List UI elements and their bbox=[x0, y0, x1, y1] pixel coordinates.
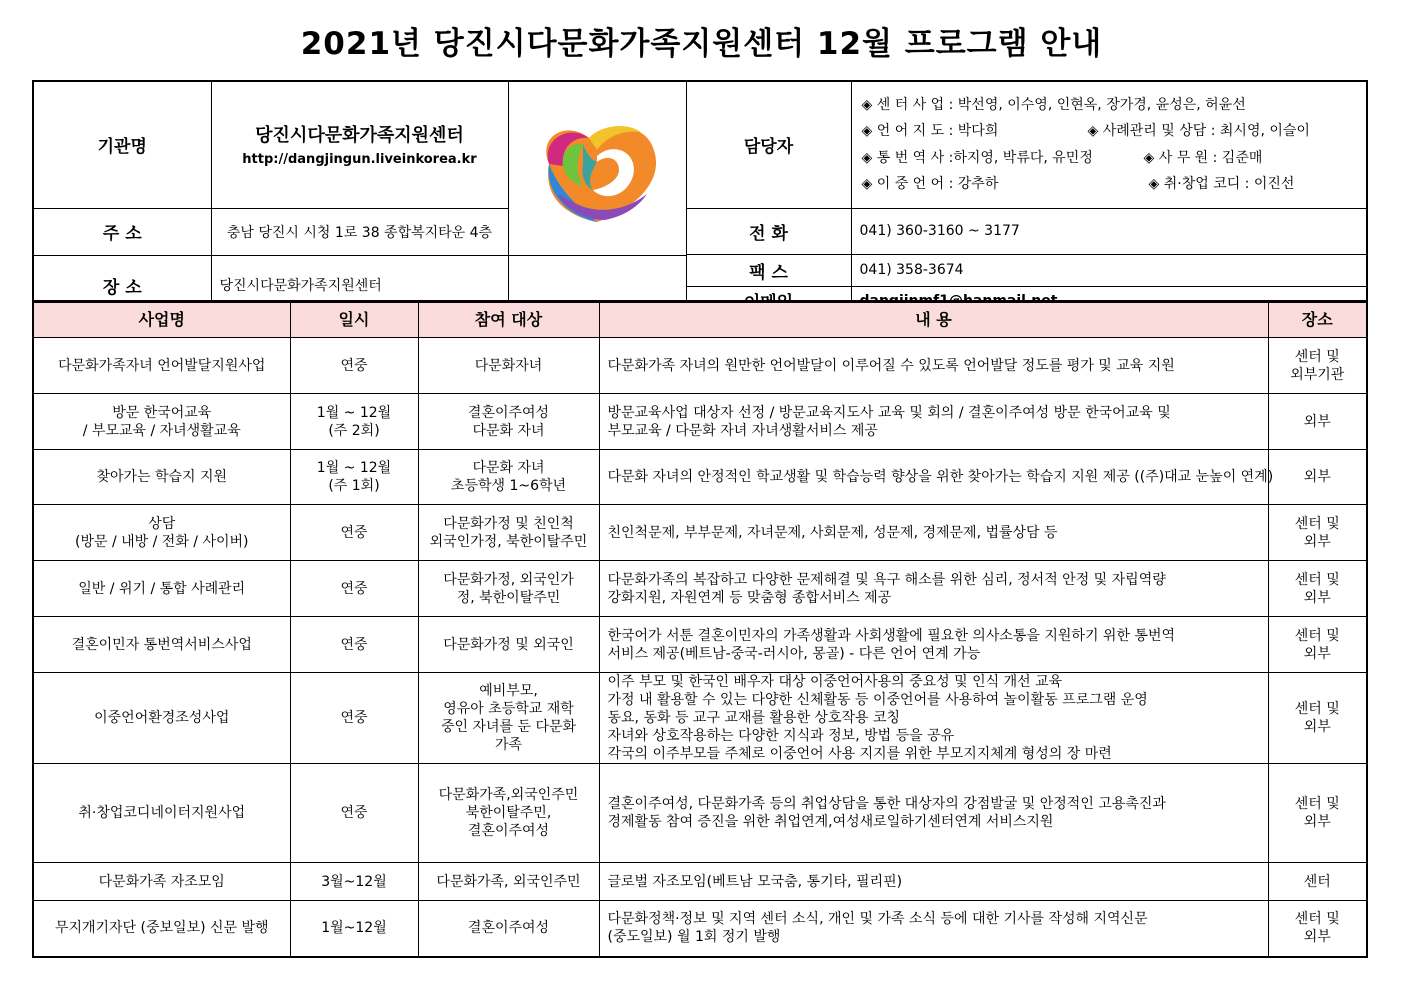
program-date bbox=[290, 673, 418, 764]
program-date bbox=[290, 561, 418, 617]
program-date bbox=[290, 764, 418, 863]
program-date bbox=[290, 505, 418, 561]
table-row bbox=[33, 901, 1367, 957]
table-row bbox=[33, 617, 1367, 673]
program-date-line: 1월 ~ 12월 bbox=[316, 460, 392, 476]
program-target-line: 결혼이주여성 bbox=[467, 823, 550, 839]
program-content-line: 가정 내 활용할 수 있는 다양한 신체활동 등 이중언어를 사용하여 놀이활동 프로그램 운영 bbox=[607, 692, 1148, 708]
program-date bbox=[290, 863, 418, 901]
program-place-line: 외부 bbox=[1303, 929, 1331, 946]
program-place-line: 외부 bbox=[1303, 589, 1331, 606]
program-target-line: 다문화가족, 외국인주민 bbox=[436, 873, 581, 890]
program-name-line: 방문 한국어교육 bbox=[112, 404, 212, 421]
program-name bbox=[33, 863, 290, 901]
program-place-line: 센터 bbox=[1303, 873, 1331, 890]
staff-row: ◈ 통 번 역 사 :하지영, 박류다, 유민정 ◈ 사 무 원 : 김준매 bbox=[861, 149, 1263, 166]
program-name-line: 찾아가는 학습지 지원 bbox=[96, 469, 228, 485]
program-place bbox=[1268, 561, 1367, 617]
program-content bbox=[599, 394, 1268, 450]
program-target-line: 다문화 자녀 bbox=[472, 422, 545, 439]
address-label: 주 소 bbox=[33, 208, 211, 255]
program-content-line: 자녀와 상호작용하는 다양한 지식과 정보, 방법 등을 공유 bbox=[607, 728, 955, 744]
program-place bbox=[1268, 505, 1367, 561]
staff-list bbox=[851, 81, 1367, 208]
manager-label: 담당자 bbox=[686, 81, 851, 208]
program-target bbox=[418, 561, 599, 617]
program-content bbox=[599, 673, 1268, 764]
program-name-line: 일반 / 위기 / 통합 사례관리 bbox=[78, 580, 246, 597]
program-target-line: 다문화가정 및 외국인 bbox=[443, 636, 574, 653]
program-date-line: 연중 bbox=[340, 710, 368, 726]
program-name bbox=[33, 561, 290, 617]
program-name-line: 상담 bbox=[148, 515, 176, 532]
program-place bbox=[1268, 764, 1367, 863]
fax-label: 팩 스 bbox=[686, 254, 851, 286]
program-date-line: (주 2회) bbox=[328, 422, 380, 439]
program-place bbox=[1268, 901, 1367, 957]
program-content-line: 글로벌 자조모임(베트남 모국춤, 통기타, 필리핀) bbox=[607, 873, 903, 890]
org-url[interactable]: http://dangjingun.liveinkorea.kr bbox=[242, 151, 477, 167]
program-target-line: 정, 북한이탈주민 bbox=[456, 589, 561, 606]
program-content-line: (중도일보) 월 1회 정기 발행 bbox=[607, 929, 781, 946]
program-place bbox=[1268, 617, 1367, 673]
program-content-line: 동요, 동화 등 교구 교재를 활용한 상호작용 코칭 bbox=[607, 710, 901, 726]
program-content-line: 이주 부모 및 한국인 배우자 대상 이중언어사용의 중요성 및 인식 개선 교육 bbox=[607, 674, 1063, 690]
table-row bbox=[33, 338, 1367, 394]
program-table bbox=[32, 300, 1368, 958]
program-target-line: 다문화가정 및 친인척 bbox=[443, 515, 574, 532]
program-target bbox=[418, 901, 599, 957]
program-target-line: 영유아 초등학교 재학 bbox=[443, 701, 574, 717]
program-target-line: 결혼이주여성 bbox=[467, 404, 550, 421]
program-place-line: 센터 및 bbox=[1294, 796, 1340, 812]
program-name bbox=[33, 505, 290, 561]
program-target-line: 결혼이주여성 bbox=[467, 920, 550, 937]
program-content-line: 다문화정책·정보 및 지역 센터 소식, 개인 및 가족 소식 등에 대한 기사를 작성해 지역신문 bbox=[607, 911, 1148, 928]
program-target bbox=[418, 617, 599, 673]
program-rows bbox=[33, 338, 1367, 957]
program-name bbox=[33, 450, 290, 505]
program-target-line: 가족 bbox=[494, 737, 523, 753]
program-name bbox=[33, 673, 290, 764]
program-target-line: 다문화자녀 bbox=[474, 357, 543, 374]
program-content-line: 방문교육사업 대상자 선정 / 방문교육지도사 교육 및 회의 / 결혼이주여성 방문 한국어교육 및 bbox=[607, 404, 1171, 421]
program-target-line: 외국인가정, 북한이탈주민 bbox=[429, 533, 588, 550]
program-date bbox=[290, 901, 418, 957]
program-place-line: 센터 및 bbox=[1294, 571, 1340, 588]
table-row bbox=[33, 764, 1367, 863]
program-date-line: (주 1회) bbox=[328, 478, 380, 494]
program-date bbox=[290, 338, 418, 394]
program-name-line: 다문화가족 자조모임 bbox=[98, 873, 225, 890]
page-title: 2021년 당진시다문화가족지원센터 12월 프로그램 안내 bbox=[300, 26, 1103, 62]
table-row bbox=[33, 450, 1367, 505]
program-content-line: 친인척문제, 부부문제, 자녀문제, 사회문제, 성문제, 경제문제, 법률상담 등 bbox=[607, 524, 1058, 541]
org-name-cell bbox=[211, 81, 508, 208]
program-place-line: 센터 및 bbox=[1294, 515, 1340, 532]
program-place bbox=[1268, 394, 1367, 450]
program-place-line: 센터 및 bbox=[1294, 701, 1340, 717]
staff-row: ◈ 언 어 지 도 : 박다희 ◈ 사례관리 및 상담 : 최시영, 이슬이 bbox=[861, 123, 1310, 140]
organization-info-table bbox=[32, 80, 1368, 317]
program-target-line: 중인 자녀를 둔 다문화 bbox=[440, 719, 577, 735]
program-name-line: 취·창업코디네이터지원사업 bbox=[78, 805, 246, 821]
program-date bbox=[290, 394, 418, 450]
program-content-line: 각국의 이주부모들 주체로 이중언어 사용 지지를 위한 부모지지체계 형성의 장 마련 bbox=[607, 746, 1112, 762]
program-place-line: 외부기관 bbox=[1290, 366, 1345, 383]
table-row bbox=[33, 673, 1367, 764]
program-content-line: 결혼이주여성, 다문화가족 등의 취업상담을 통한 대상자의 강점발굴 및 안정적인 고용촉진과 bbox=[607, 796, 1166, 812]
program-target-line: 다문화 자녀 bbox=[472, 460, 545, 476]
program-content bbox=[599, 863, 1268, 901]
program-target-line: 다문화가정, 외국인가 bbox=[443, 571, 574, 588]
program-date-line: 연중 bbox=[340, 636, 368, 653]
program-date-line: 1월~12월 bbox=[321, 920, 387, 937]
program-target bbox=[418, 394, 599, 450]
staff-row: ◈ 센 터 사 업 : 박선영, 이수영, 인현옥, 장가경, 윤성은, 허윤선 bbox=[861, 96, 1246, 113]
program-content bbox=[599, 505, 1268, 561]
program-name bbox=[33, 338, 290, 394]
program-name bbox=[33, 394, 290, 450]
program-target-line: 초등학생 1~6학년 bbox=[450, 478, 567, 494]
program-place-line: 외부 bbox=[1303, 645, 1331, 662]
program-target bbox=[418, 450, 599, 505]
program-name bbox=[33, 764, 290, 863]
program-content-line: 서비스 제공(베트남-중국-러시아, 몽골) - 다른 언어 연계 가능 bbox=[607, 645, 981, 662]
program-place-line: 센터 및 bbox=[1294, 348, 1340, 365]
program-date-line: 연중 bbox=[340, 524, 368, 541]
program-date-line: 연중 bbox=[340, 805, 368, 821]
org-name: 당진시다문화가족지원센터 bbox=[255, 124, 464, 146]
staff-row: ◈ 이 중 언 어 : 강추하 ◈ 취·창업 코디 : 이진선 bbox=[861, 176, 1295, 193]
program-place-line: 센터 및 bbox=[1294, 911, 1340, 928]
program-content bbox=[599, 338, 1268, 394]
program-content bbox=[599, 617, 1268, 673]
header-place: 장소 bbox=[1268, 302, 1367, 338]
program-target bbox=[418, 863, 599, 901]
program-place-line: 외부 bbox=[1303, 413, 1331, 430]
table-row bbox=[33, 394, 1367, 450]
fax-value: 041) 358-3674 bbox=[851, 254, 1367, 286]
program-content-line: 한국어가 서툰 결혼이민자의 가족생활과 사회생활에 필요한 의사소통을 지원하기 위한 통번역 bbox=[607, 627, 1175, 644]
table-row bbox=[33, 863, 1367, 901]
program-place bbox=[1268, 338, 1367, 394]
program-target bbox=[418, 338, 599, 394]
program-place-line: 외부 bbox=[1303, 469, 1331, 485]
program-date-line: 연중 bbox=[340, 580, 368, 597]
header-date: 일시 bbox=[290, 302, 418, 338]
program-name-line: (방문 / 내방 / 전화 / 사이버) bbox=[75, 533, 249, 550]
program-place bbox=[1268, 863, 1367, 901]
program-date-line: 3월~12월 bbox=[321, 873, 387, 890]
header-target: 참여 대상 bbox=[418, 302, 599, 338]
program-content-line: 부모교육 / 다문화 자녀 자녀생활서비스 제공 bbox=[607, 422, 878, 439]
program-content bbox=[599, 901, 1268, 957]
table-row bbox=[33, 561, 1367, 617]
program-place-line: 외부 bbox=[1303, 533, 1331, 550]
address-value: 충남 당진시 시청 1로 38 종합복지타운 4층 bbox=[211, 208, 508, 255]
program-content-line: 경제활동 참여 증진을 위한 취업연계,여성새로일하기센터연계 서비스지원 bbox=[607, 814, 1054, 830]
phone-value: 041) 360-3160 ~ 3177 bbox=[851, 208, 1367, 254]
program-name-line: 무지개기자단 (중보일보) 신문 발행 bbox=[54, 920, 269, 937]
program-place bbox=[1268, 450, 1367, 505]
program-target-line: 예비부모, bbox=[479, 683, 538, 699]
program-target-line: 다문화가족,외국인주민 bbox=[438, 787, 579, 803]
heart-logo-icon bbox=[527, 106, 667, 226]
program-name-line: 결혼이민자 통번역서비스사업 bbox=[71, 636, 252, 653]
logo-cell bbox=[508, 81, 686, 255]
program-target bbox=[418, 505, 599, 561]
header-name: 사업명 bbox=[33, 302, 290, 338]
program-content-line: 다문화가족 자녀의 원만한 언어발달이 이루어질 수 있도록 언어발달 정도를 평가 및 교육 지원 bbox=[607, 357, 1175, 374]
program-name bbox=[33, 617, 290, 673]
program-content bbox=[599, 764, 1268, 863]
phone-label: 전 화 bbox=[686, 208, 851, 254]
program-target bbox=[418, 764, 599, 863]
program-name-line: / 부모교육 / 자녀생활교육 bbox=[82, 422, 241, 439]
program-name-line: 이중언어환경조성사업 bbox=[94, 710, 230, 726]
program-date bbox=[290, 617, 418, 673]
program-content-line: 다문화 자녀의 안정적인 학교생활 및 학습능력 향상을 위한 찾아가는 학습지 지원 제공 ((주)대교 눈높이 연계) bbox=[607, 469, 1274, 485]
place-label: 장 소 bbox=[33, 255, 211, 316]
program-content-line: 강화지원, 자원연계 등 맞춤형 종합서비스 제공 bbox=[607, 589, 892, 606]
place-value: 당진시다문화가족지원센터 bbox=[211, 255, 508, 316]
program-place bbox=[1268, 673, 1367, 764]
program-place-line: 센터 및 bbox=[1294, 627, 1340, 644]
program-name-line: 다문화가족자녀 언어발달지원사업 bbox=[58, 357, 266, 374]
program-target bbox=[418, 673, 599, 764]
program-target-line: 북한이탈주민, bbox=[465, 805, 552, 821]
program-date-line: 1월 ~ 12월 bbox=[316, 404, 392, 421]
program-date-line: 연중 bbox=[340, 357, 368, 374]
program-date bbox=[290, 450, 418, 505]
header-content: 내 용 bbox=[599, 302, 1268, 338]
table-row bbox=[33, 505, 1367, 561]
program-content-line: 다문화가족의 복잡하고 다양한 문제해결 및 욕구 해소를 위한 심리, 정서적 안정 및 자립역량 bbox=[607, 571, 1166, 588]
program-name bbox=[33, 901, 290, 957]
org-label: 기관명 bbox=[33, 81, 211, 208]
program-content bbox=[599, 561, 1268, 617]
program-place-line: 외부 bbox=[1303, 719, 1331, 735]
program-place-line: 외부 bbox=[1303, 814, 1331, 830]
program-content bbox=[599, 450, 1274, 505]
